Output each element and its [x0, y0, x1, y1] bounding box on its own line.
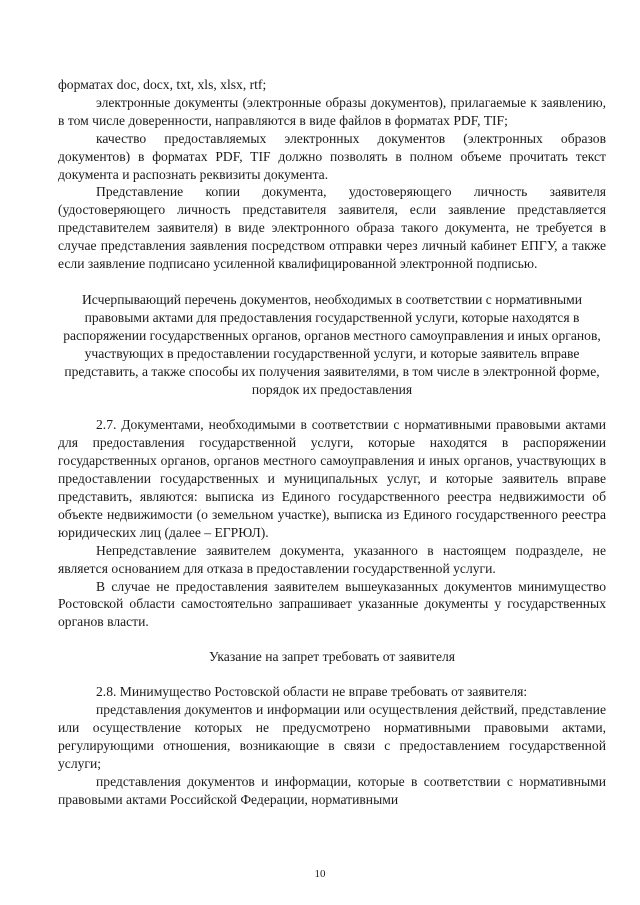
paragraph-self-request: В случае не предоставления заявителем вышеуказанных документов минимущество Ростовской области самостоятельно запрашивает указанные документы у государственных органов власти. [58, 578, 606, 630]
paragraph-prohibition-actions: представления документов и информации или осуществления действий, представление или осуществление которых не предусмотрено нормативными правовыми актами, регулирующими отношения, возникающие в связи с предоставлением государственной услуги; [58, 702, 606, 771]
paragraph-2-7: 2.7. Документами, необходимыми в соответствии с нормативными правовыми актами для предоставления государственной услуги, которые находятся в распоряжении государственных органов, органов местного самоуправления и иных органов, участвующих в предоставлении государственных и муниципальных услуг, и которые заявитель вправе представить, являются: выписка из Единого государственного реестра недвижимости об объекте недвижимости (о земельном участке), выписка из Единого государственного реестра юридических лиц (далее – ЕГРЮЛ). [58, 417, 606, 540]
section-gap [58, 398, 606, 416]
section-gap [58, 631, 606, 648]
paragraph-electronic-documents: электронные документы (электронные образы документов), прилагаемые к заявлению, в том числе доверенности, направляются в виде файлов в форматах PDF, TIF; [58, 94, 606, 128]
section-heading-documents-list: Исчерпывающий перечень документов, необходимых в соответствии с нормативными правовыми актами для предоставления государственной услуги, которые находятся в распоряжении государственных органов, органов местного самоуправления и иных органов, участвующих в предоставлении государственной услуги, и которые заявитель вправе представить, а также способы их получения заявителями, в том числе в электронной форме, порядок их предоставления [63, 291, 601, 397]
section-heading-prohibition: Указание на запрет требовать от заявителя [208, 649, 456, 665]
paragraph-prohibition-documents: представления документов и информации, которые в соответствии с нормативными правовыми актами Российской Федерации, нормативными [58, 773, 606, 807]
paragraph-identity-copy: Представление копии документа, удостоверяющего личность заявителя (удостоверяющего личность представителя заявителя, если заявление представляется представителем заявителя) в виде электронного образа такого документа, не требуется в случае представления заявления посредством отправки через личный кабинет ЕПГУ, а также если заявление подписано усиленной квалифицированной электронной подписью. [58, 184, 606, 272]
paragraph-non-submission: Непредставление заявителем документа, указанного в настоящем подразделе, не является основанием для отказа в предоставлении государственной услуги. [58, 542, 606, 576]
page-number: 10 [314, 868, 326, 880]
paragraph-document-quality: качество предоставляемых электронных документов (электронных образов документов) в форматах PDF, TIF должно позволять в полном объеме прочитать текст документа и распознать реквизиты документа. [58, 130, 606, 182]
document-page [58, 76, 606, 809]
section-gap [58, 666, 606, 683]
paragraph-formats-continuation: форматах doc, docx, txt, xls, xlsx, rtf; [58, 77, 267, 92]
section-gap [58, 273, 606, 291]
paragraph-2-8: 2.8. Минимущество Ростовской области не вправе требовать от заявителя: [96, 684, 528, 700]
